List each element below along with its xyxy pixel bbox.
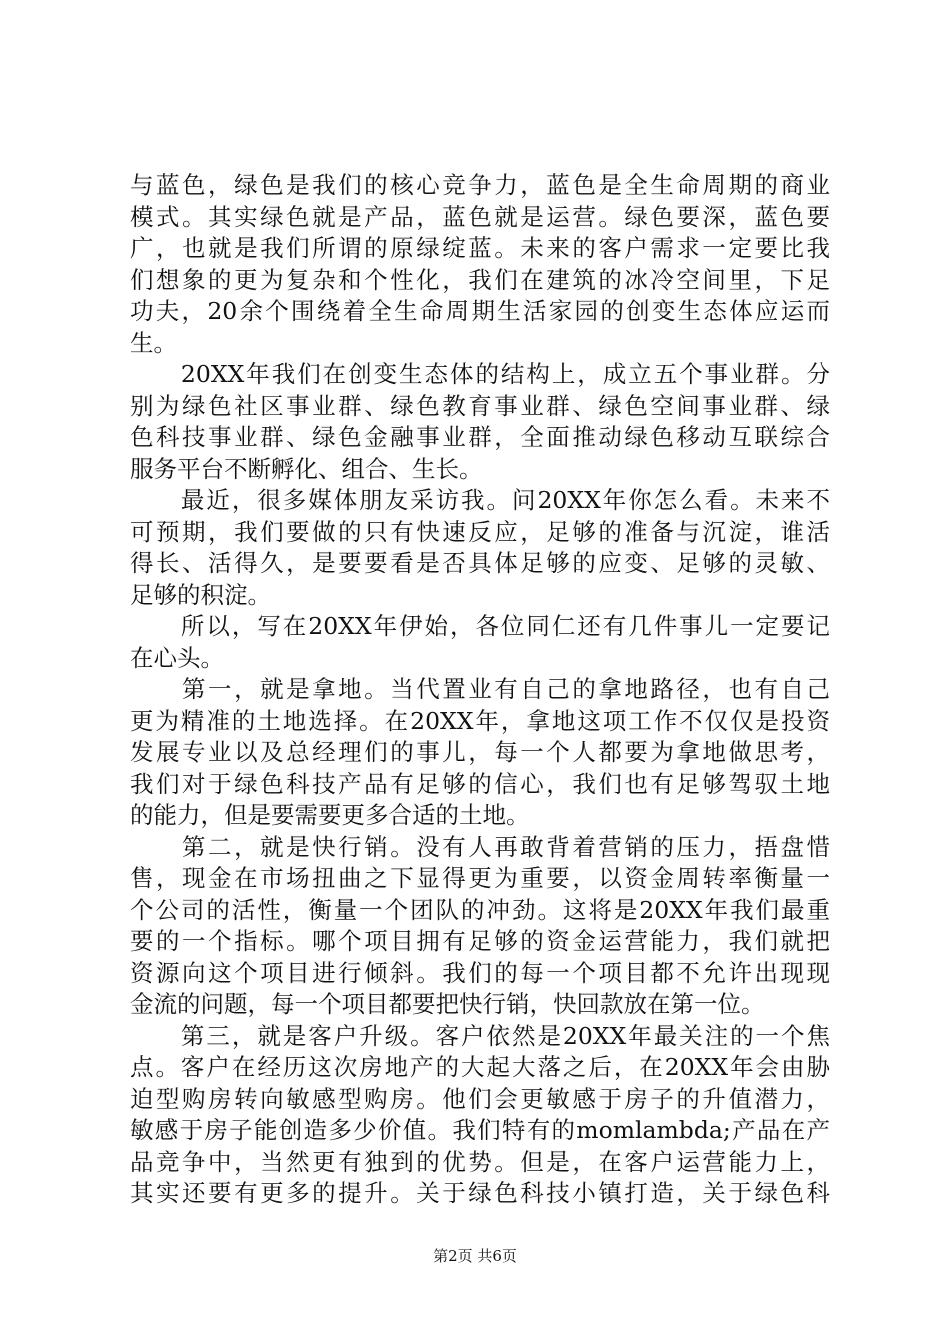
- text-line: 资源向这个项目进行倾斜。我们的每一个项目都不允许出现现: [130, 958, 830, 987]
- text-line: 色科技事业群、绿色金融事业群，全面推动绿色移动互联综合: [130, 423, 830, 451]
- text-line: 功夫，20余个围绕着全生命周期生活家园的创变生态体应运而: [130, 297, 830, 325]
- text-line: 20XX年我们在创变生态体的结构上，成立五个事业群。分: [130, 360, 830, 388]
- text-line: 与蓝色，绿色是我们的核心竞争力，蓝色是全生命周期的商业: [130, 171, 830, 199]
- text-line: 足够的积淀。: [130, 580, 271, 609]
- text-line: 个公司的活性，衡量一个团队的冲劲。这将是20XX年我们最重: [130, 895, 830, 924]
- text-line: 广，也就是我们所谓的原绿绽蓝。未来的客户需求一定要比我: [130, 234, 830, 262]
- text-line: 所以，写在20XX年伊始，各位同仁还有几件事儿一定要记: [130, 612, 830, 640]
- document-body: [130, 170, 830, 1210]
- text-line: 要的一个指标。哪个项目拥有足够的资金运营能力，我们就把: [130, 927, 830, 955]
- text-line: 第三，就是客户升级。客户依然是20XX年最关注的一个焦: [130, 1021, 830, 1050]
- text-line: 模式。其实绿色就是产品，蓝色就是运营。绿色要深，蓝色要: [130, 202, 830, 231]
- text-line: 第一，就是拿地。当代置业有自己的拿地路径，也有自己: [130, 675, 830, 703]
- text-line: 生。: [130, 328, 177, 357]
- text-line: 售，现金在市场扭曲之下显得更为重要，以资金周转率衡量一: [130, 864, 830, 892]
- text-line: 我们对于绿色科技产品有足够的信心，我们也有足够驾驭土地: [130, 769, 830, 798]
- text-line: 其实还要有更多的提升。关于绿色科技小镇打造，关于绿色科: [130, 1179, 830, 1207]
- text-line: 第二，就是快行销。没有人再敢背着营销的压力，捂盘惜: [130, 832, 830, 861]
- text-line: 在心头。: [130, 643, 224, 672]
- text-line: 别为绿色社区事业群、绿色教育事业群、绿色空间事业群、绿: [130, 391, 830, 420]
- text-line: 迫型购房转向敏感型购房。他们会更敏感于房子的升值潜力，: [130, 1084, 830, 1113]
- text-line: 最近，很多媒体朋友采访我。问20XX年你怎么看。未来不: [130, 486, 830, 514]
- text-line: 敏感于房子能创造多少价值。我们特有的momlambda;产品在产: [130, 1116, 830, 1144]
- text-line: 点。客户在经历这次房地产的大起大落之后，在20XX年会由胁: [130, 1053, 830, 1081]
- text-line: 服务平台不断孵化、组合、生长。: [130, 454, 483, 483]
- text-line: 品竞争中，当然更有独到的优势。但是，在客户运营能力上，: [130, 1147, 830, 1176]
- text-line: 们想象的更为复杂和个性化，我们在建筑的冰冷空间里，下足: [130, 265, 830, 294]
- text-line: 更为精准的土地选择。在20XX年，拿地这项工作不仅仅是投资: [130, 706, 830, 735]
- page-number: 第2页 共6页: [433, 1247, 517, 1265]
- text-line: 发展专业以及总经理们的事儿，每一个人都要为拿地做思考，: [130, 738, 830, 766]
- text-line: 金流的问题，每一个项目都要把快行销，快回款放在第一位。: [130, 990, 765, 1018]
- text-line: 得长、活得久，是要要看是否具体足够的应变、足够的灵敏、: [130, 549, 830, 577]
- text-line: 的能力，但是要需要更多合适的土地。: [130, 801, 530, 829]
- text-line: 可预期，我们要做的只有快速反应，足够的准备与沉淀，谁活: [130, 517, 830, 546]
